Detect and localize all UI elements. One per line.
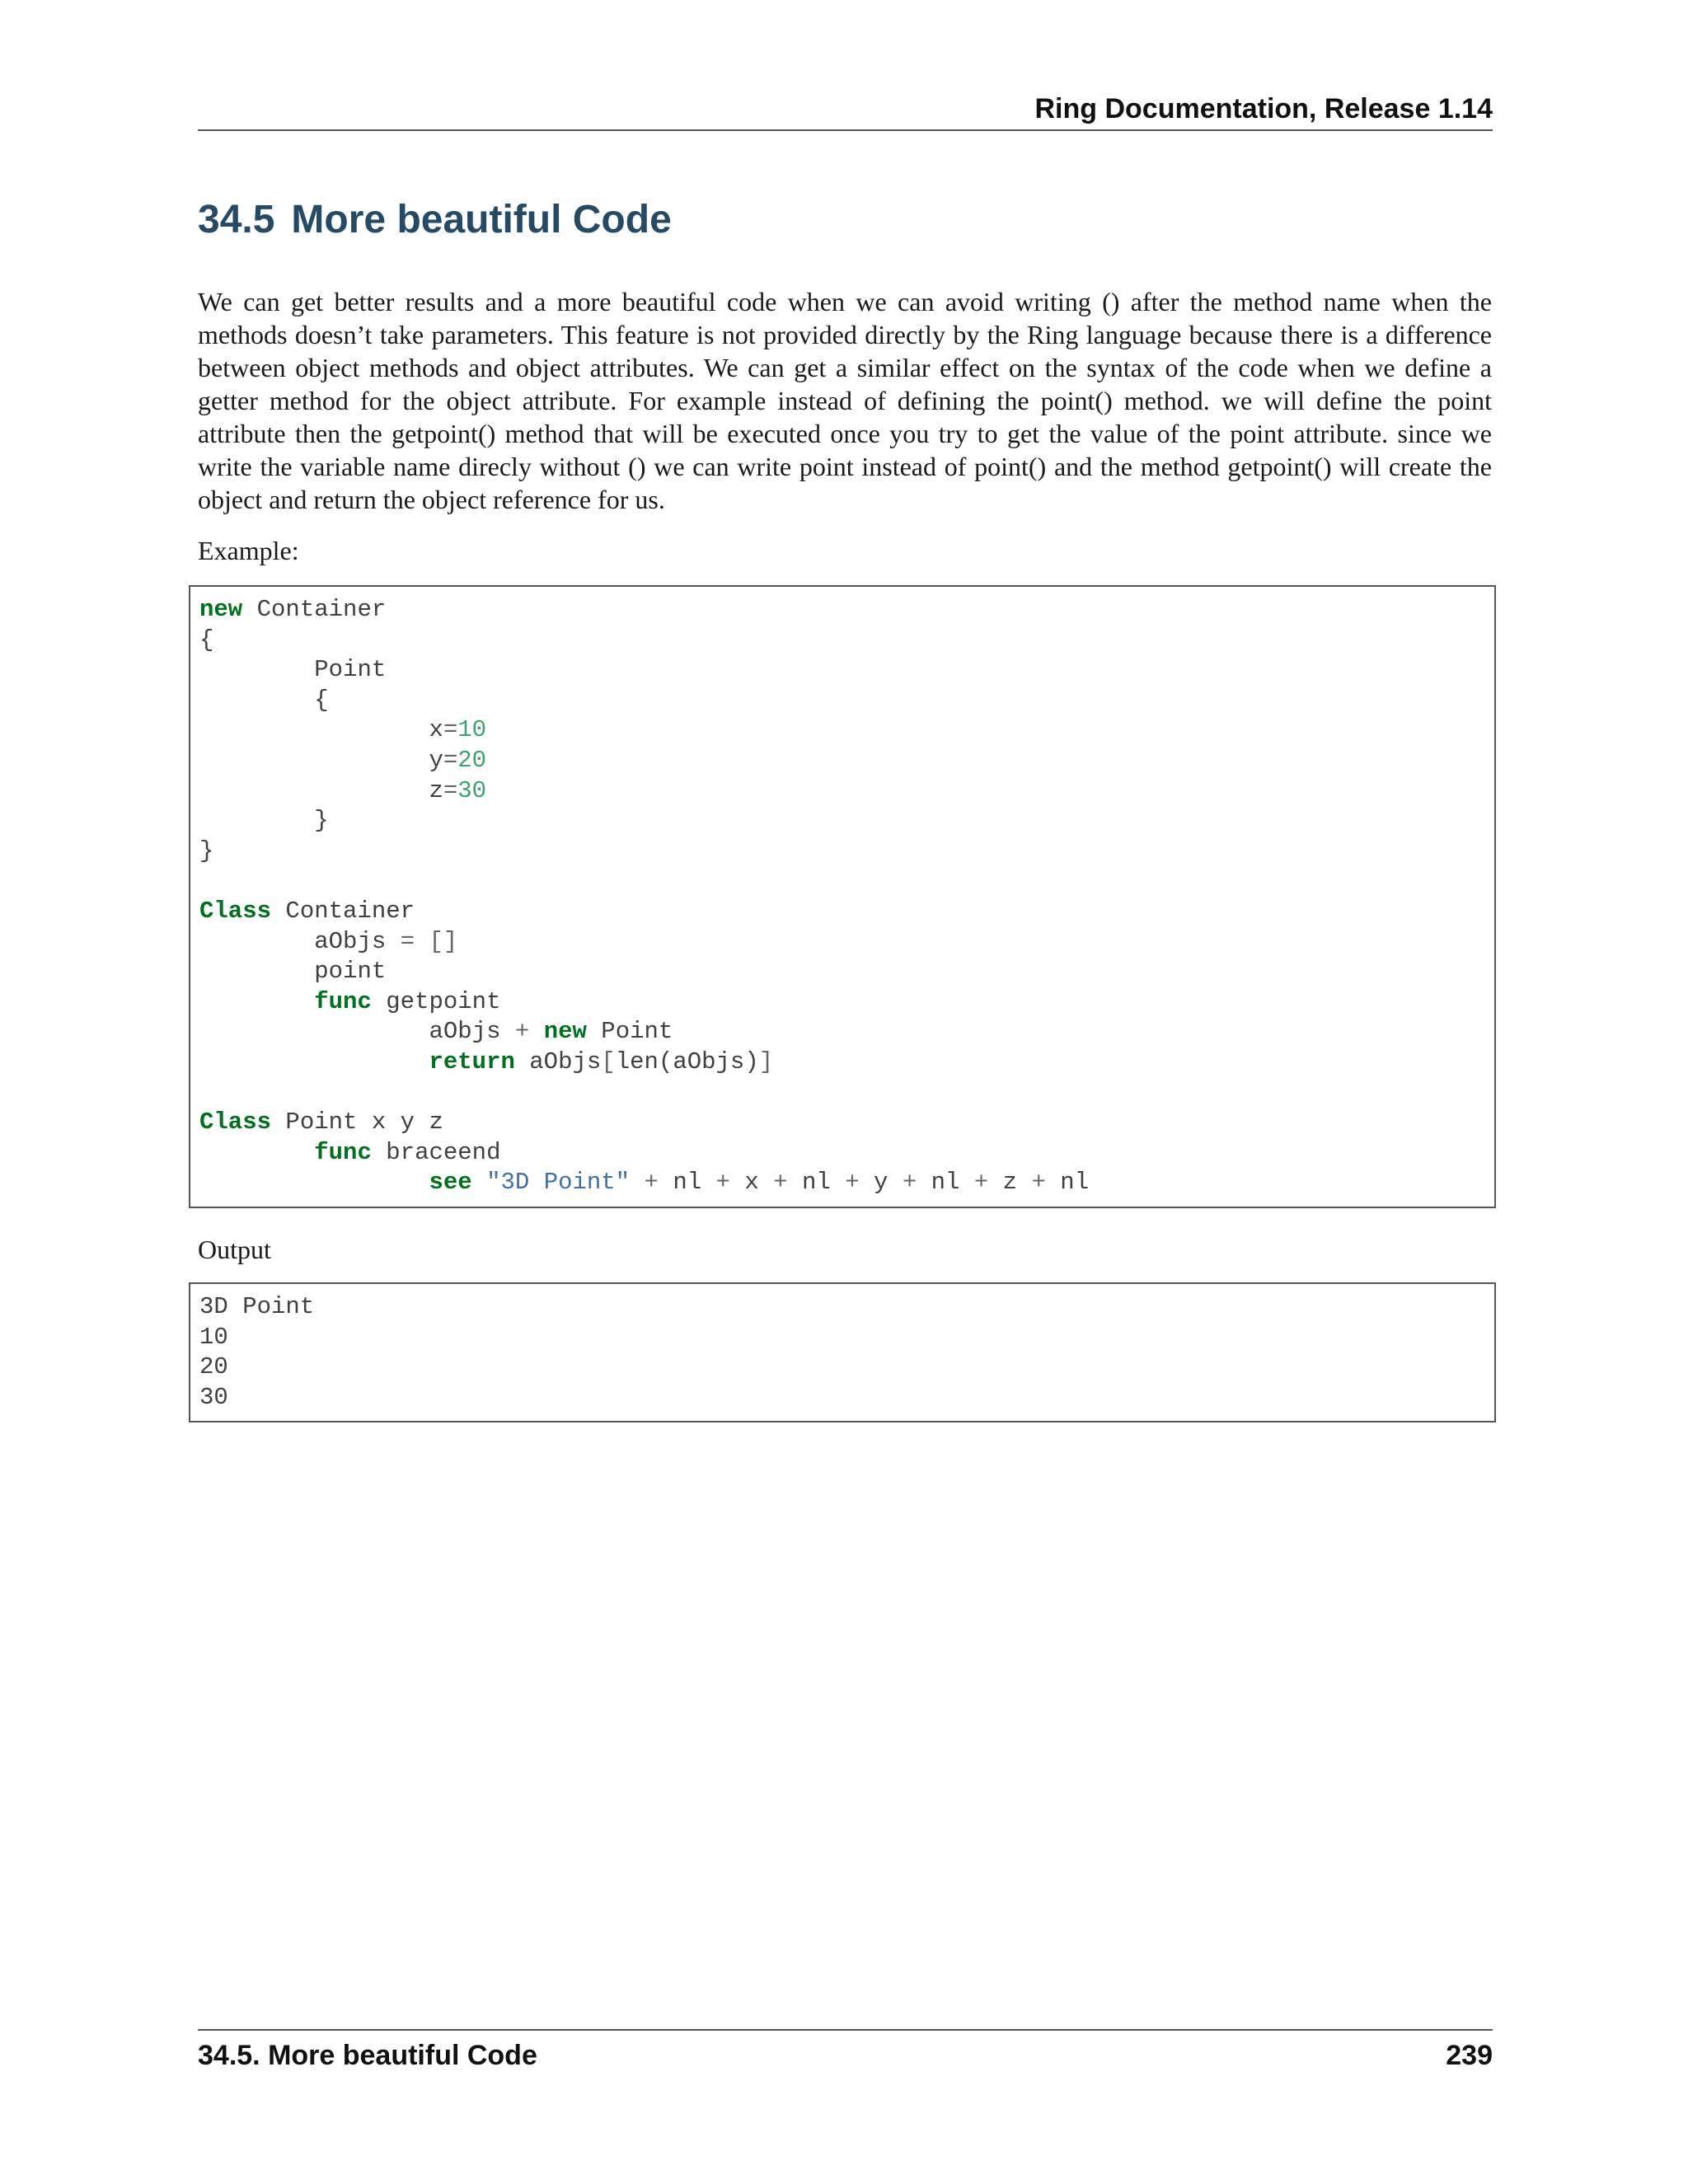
code-line: [199, 1168, 1494, 1198]
code-token: {: [199, 626, 214, 654]
code-line: [199, 686, 1494, 716]
code-line: [199, 1017, 1494, 1047]
code-line: [199, 957, 1494, 987]
code-listing: [199, 595, 1494, 1198]
code-token: +: [514, 1018, 530, 1046]
output-block: [189, 1282, 1496, 1422]
code-token: [529, 1018, 543, 1045]
code-line: [199, 1108, 1494, 1138]
code-token: [199, 1048, 429, 1076]
code-token: Class: [199, 897, 272, 925]
code-token: +: [973, 1169, 989, 1197]
code-token: [630, 1169, 644, 1196]
code-token: Container: [242, 596, 387, 623]
code-token: func: [314, 1138, 372, 1166]
code-token: +: [715, 1169, 730, 1197]
code-token: }: [199, 807, 329, 835]
example-label: Example:: [198, 536, 299, 565]
code-token: }: [199, 837, 214, 865]
code-token: Point: [586, 1018, 673, 1046]
output-line: 3D Point: [199, 1293, 315, 1320]
output-line: 10: [199, 1323, 228, 1351]
code-line: [199, 626, 1494, 656]
code-line: [199, 1078, 1494, 1108]
code-line: [199, 1138, 1494, 1169]
code-token: 10: [457, 716, 487, 744]
code-line: [199, 1047, 1494, 1078]
page-number: 239: [1446, 2040, 1493, 2071]
code-token: nl: [658, 1169, 716, 1197]
code-token: x: [729, 1169, 774, 1197]
code-token: [199, 1139, 314, 1166]
running-header: [198, 92, 1493, 131]
code-token: =: [443, 716, 458, 744]
code-token: len(aObjs): [615, 1047, 759, 1076]
code-token: +: [902, 1169, 917, 1197]
code-token: =: [443, 776, 458, 804]
code-line: [199, 987, 1494, 1018]
code-token: "3D Point": [486, 1169, 631, 1197]
code-line: [199, 655, 1494, 686]
code-token: []: [429, 927, 458, 955]
code-token: point: [199, 958, 387, 986]
code-token: +: [644, 1169, 659, 1197]
code-line: [199, 897, 1494, 927]
running-footer: [198, 2029, 1493, 2072]
code-token: ]: [758, 1047, 774, 1076]
code-token: y: [199, 746, 443, 774]
code-token: z: [199, 776, 443, 804]
code-line: [199, 715, 1494, 746]
section-title: More beautiful Code: [291, 198, 672, 241]
section-number: 34.5: [198, 198, 275, 241]
code-token: Container: [271, 897, 415, 925]
code-token: +: [1031, 1169, 1046, 1197]
section-heading: [198, 191, 672, 249]
code-token: 30: [457, 776, 487, 804]
code-token: Point: [199, 656, 387, 684]
code-token: [472, 1169, 486, 1196]
code-token: [199, 988, 314, 1015]
code-line: [199, 837, 1494, 867]
code-token: Class: [199, 1108, 272, 1137]
code-token: y: [859, 1169, 903, 1197]
document-title: Ring Documentation, Release 1.14: [1034, 93, 1493, 124]
code-token: see: [429, 1169, 472, 1197]
code-line: [199, 595, 1494, 626]
code-token: 20: [457, 746, 487, 774]
code-token: +: [845, 1169, 860, 1197]
code-token: [: [601, 1047, 616, 1076]
output-line: 30: [199, 1383, 228, 1411]
output-label: Output: [198, 1235, 271, 1264]
code-line: [199, 866, 1494, 897]
code-token: new: [543, 1018, 587, 1046]
code-token: new: [199, 596, 243, 623]
code-token: Point x y z: [271, 1108, 443, 1137]
code-token: [199, 1169, 429, 1196]
code-token: =: [443, 746, 458, 774]
code-token: x: [199, 716, 443, 744]
code-token: return: [429, 1047, 515, 1076]
code-token: [415, 928, 429, 955]
code-token: func: [314, 987, 372, 1015]
code-line: [199, 806, 1494, 837]
output-listing: [199, 1292, 1494, 1413]
intro-paragraph: We can get better results and a more beautiful code when we can avoid writing () after the method name when the methods doesn’t take parameters. This feature is not provided directly by the Ring language because there is a difference between object methods and object attributes. We can get a similar effect on the syntax of the code when we define a getter method for the object attribute. For example instead of defining the point() method. we will define the point attribute then the getpoint() method that will be executed once you try to get the value of the point attribute. since we write the variable name direcly without () we can write point instead of point() and the method getpoint() will create the object and return the object reference for us.: [198, 287, 1492, 514]
code-token: getpoint: [371, 987, 501, 1015]
code-line: [199, 746, 1494, 776]
code-line: [199, 927, 1494, 958]
code-token: z: [988, 1169, 1032, 1197]
code-token: =: [400, 927, 415, 955]
code-token: nl: [1045, 1169, 1090, 1197]
code-token: aObjs: [199, 1018, 515, 1046]
code-token: {: [199, 686, 329, 714]
code-block: [189, 585, 1496, 1208]
code-token: nl: [787, 1169, 846, 1197]
code-token: aObjs: [199, 927, 401, 955]
footer-section: 34.5. More beautiful Code: [198, 2040, 537, 2071]
code-token: nl: [917, 1169, 974, 1197]
code-line: [199, 776, 1494, 807]
output-line: 20: [199, 1353, 228, 1381]
code-token: +: [773, 1169, 788, 1197]
code-token: braceend: [371, 1138, 501, 1166]
code-token: aObjs: [514, 1047, 602, 1076]
